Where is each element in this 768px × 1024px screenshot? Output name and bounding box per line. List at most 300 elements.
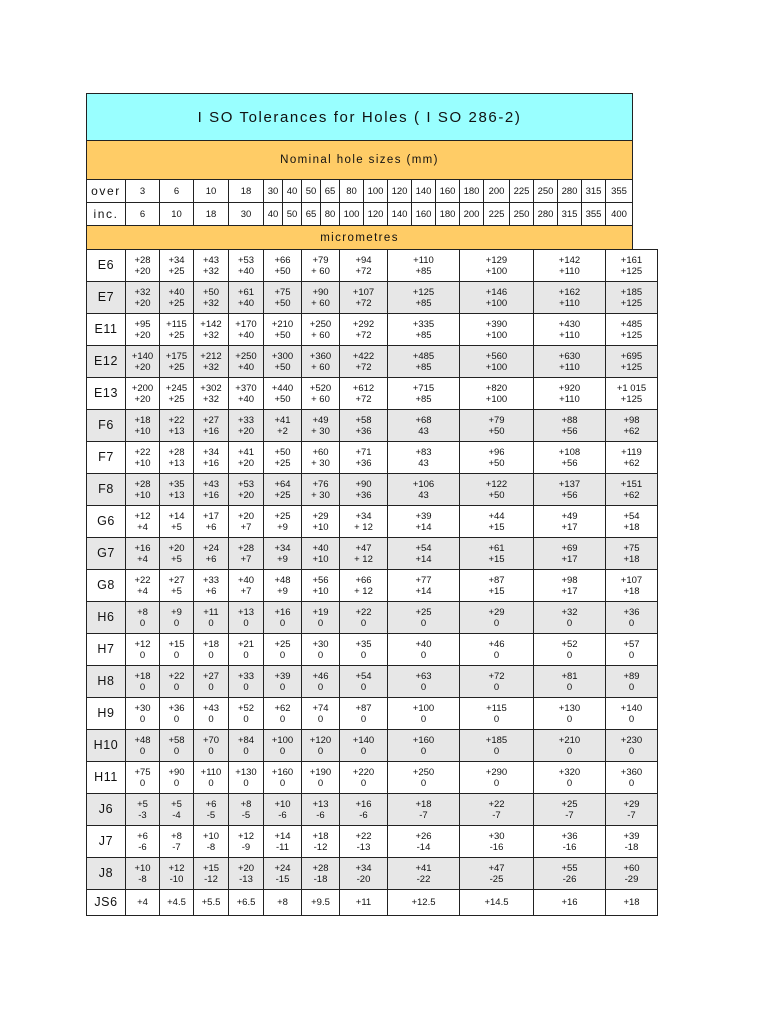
upper-deviation: +25 [274,510,291,522]
lower-deviation: +72 [355,361,372,373]
tolerance-value-cell [302,410,340,442]
upper-deviation: +35 [168,478,185,490]
tolerance-value-cell [160,730,194,762]
lower-deviation: +25 [168,297,185,309]
lower-deviation: 0 [566,713,573,725]
upper-deviation: +108 [558,446,581,458]
lower-deviation: +100 [485,329,508,341]
tolerance-value-cell [302,890,340,916]
lower-deviation: 0 [317,713,324,725]
tolerance-value-cell [264,730,302,762]
upper-deviation: +61 [488,542,505,554]
upper-deviation: +79 [312,254,329,266]
tolerance-value-cell [126,634,160,666]
lower-deviation: +7 [240,521,252,533]
upper-deviation: +22 [168,670,185,682]
tolerance-class-label: J7 [87,826,126,858]
upper-deviation: +8 [137,606,148,618]
tolerance-class-label: H8 [87,666,126,698]
tolerance-value-cell [534,570,606,602]
upper-deviation: +64 [274,478,291,490]
upper-deviation: +70 [202,734,220,746]
tolerance-value-cell [264,634,302,666]
lower-deviation: +50 [488,457,505,469]
lower-deviation: +62 [623,457,640,469]
tolerance-value-cell [388,538,460,570]
tolerance-value-cell [340,890,388,916]
lower-deviation: 0 [360,745,367,757]
tolerance-value-cell [340,698,388,730]
tolerance-value-cell [229,314,264,346]
upper-deviation: +10 [134,862,151,874]
lower-deviation: +100 [485,265,508,277]
tolerance-value-cell [606,410,658,442]
upper-deviation: +245 [165,382,188,394]
upper-deviation: +100 [412,702,435,714]
lower-deviation: -25 [489,873,504,885]
upper-deviation: +9.5 [311,897,330,908]
lower-deviation: +50 [274,297,291,309]
tolerance-value-cell [340,378,388,410]
lower-deviation: +25 [168,393,185,405]
tolerance-value-cell [534,762,606,794]
lower-deviation: 0 [566,617,573,629]
tolerance-value-cell [534,634,606,666]
upper-deviation: +170 [235,318,257,330]
tolerance-value-cell [606,282,658,314]
lower-deviation: 43 [418,457,429,469]
tolerance-value-cell [160,858,194,890]
lower-deviation: 0 [208,681,214,693]
tolerance-value-cell [229,666,264,698]
upper-deviation: +12 [237,830,255,842]
tolerance-value-cell [126,698,160,730]
upper-deviation: +41 [237,446,255,458]
upper-deviation: +300 [271,350,294,362]
lower-deviation: 0 [243,617,249,629]
upper-deviation: +15 [202,862,220,874]
upper-deviation: +140 [131,350,154,362]
upper-deviation: +12 [168,862,185,874]
lower-deviation: +50 [274,393,291,405]
upper-deviation: +107 [620,574,643,586]
tolerance-value-cell [606,698,658,730]
upper-deviation: +28 [134,254,151,266]
tolerance-value-cell [606,666,658,698]
lower-deviation: 0 [139,617,146,629]
lower-deviation: -15 [275,873,290,885]
tolerance-value-cell [229,826,264,858]
upper-deviation: +335 [412,318,435,330]
lower-deviation: +32 [202,297,220,309]
tolerance-class-label: G6 [87,506,126,538]
upper-deviation: +28 [237,542,255,554]
table-row [87,762,658,794]
lower-deviation: +17 [561,521,578,533]
upper-deviation: +22 [168,414,185,426]
lower-deviation: +110 [559,361,580,373]
tolerance-value-cell [534,890,606,916]
lower-deviation: +16 [202,489,220,501]
tolerance-sheet [86,93,658,916]
lower-deviation: -22 [416,873,431,885]
tolerance-value-cell [302,314,340,346]
tolerance-value-cell [388,698,460,730]
table-row [87,666,658,698]
lower-deviation: 0 [420,617,427,629]
lower-deviation: -5 [241,809,251,821]
upper-deviation: +370 [235,382,257,394]
lower-deviation: +16 [202,425,220,437]
lower-deviation: + 60 [311,329,330,341]
upper-deviation: +54 [355,670,372,682]
lower-deviation: -7 [565,809,574,821]
lower-deviation: 0 [420,777,427,789]
lower-deviation: +25 [274,457,291,469]
lower-deviation: 0 [360,777,367,789]
tolerance-value-cell [194,826,229,858]
tolerance-value-cell [340,826,388,858]
lower-deviation: +56 [561,489,578,501]
tolerance-value-cell [606,314,658,346]
upper-deviation: +94 [355,254,372,266]
tolerance-value-cell [194,314,229,346]
tolerance-value-cell [194,346,229,378]
tolerance-value-cell [264,602,302,634]
inc-size-cell: 80 [321,203,340,226]
tolerance-value-cell [160,666,194,698]
lower-deviation: -6 [278,809,287,821]
upper-deviation: +162 [558,286,581,298]
lower-deviation: 0 [566,745,573,757]
tolerance-value-cell [302,698,340,730]
upper-deviation: +24 [274,862,291,874]
tolerance-value-cell [302,506,340,538]
upper-deviation: +36 [623,606,640,618]
upper-deviation: +40 [312,542,329,554]
lower-deviation: -16 [489,841,504,853]
upper-deviation: +46 [312,670,329,682]
upper-deviation: +21 [237,638,255,650]
tolerance-class-label: J6 [87,794,126,826]
lower-deviation: +25 [168,265,185,277]
lower-deviation: +9 [277,521,288,533]
tolerance-value-cell [606,762,658,794]
upper-deviation: +84 [237,734,255,746]
over-size-cell: 120 [388,180,412,203]
lower-deviation: +20 [134,297,151,309]
tolerance-value-cell [160,378,194,410]
tolerance-value-cell [340,314,388,346]
over-size-cell: 160 [436,180,460,203]
lower-deviation: +100 [485,393,508,405]
upper-deviation: +43 [202,478,220,490]
lower-deviation: 0 [279,617,286,629]
lower-deviation: +6 [205,553,217,565]
upper-deviation: +72 [488,670,505,682]
upper-deviation: +146 [485,286,508,298]
upper-deviation: +52 [561,638,578,650]
upper-deviation: +200 [131,382,154,394]
lower-deviation: -13 [356,841,371,853]
tolerance-value-cell [388,858,460,890]
lower-deviation: -20 [356,873,371,885]
upper-deviation: +14 [274,830,291,842]
over-size-cell: 3 [126,180,160,203]
upper-deviation: +24 [202,542,220,554]
tolerance-class-label: H11 [87,762,126,794]
tolerance-value-cell [229,346,264,378]
lower-deviation: 0 [317,617,324,629]
upper-deviation: +16 [355,798,372,810]
upper-deviation: +15 [168,638,185,650]
upper-deviation: +36 [168,702,185,714]
tolerance-value-cell [460,442,534,474]
lower-deviation: 0 [493,681,500,693]
tolerance-value-cell [194,602,229,634]
lower-deviation: -18 [313,873,328,885]
lower-deviation: +15 [488,585,505,597]
tolerance-value-cell [460,794,534,826]
lower-deviation: -5 [206,809,216,821]
upper-deviation: +390 [485,318,508,330]
lower-deviation: +56 [561,425,578,437]
upper-deviation: +18 [134,670,151,682]
tolerance-value-cell [229,378,264,410]
upper-deviation: +60 [623,862,640,874]
tolerance-value-cell [229,858,264,890]
upper-deviation: +48 [274,574,291,586]
tolerance-value-cell [534,506,606,538]
inc-size-cell: 18 [194,203,229,226]
lower-deviation: -8 [206,841,216,853]
lower-deviation: + 60 [311,361,330,373]
lower-deviation: +2 [277,425,288,437]
tolerance-class-label: E6 [87,250,126,282]
upper-deviation: +40 [237,574,255,586]
upper-deviation: +39 [415,510,432,522]
upper-deviation: +98 [623,414,640,426]
lower-deviation: -13 [239,873,253,885]
upper-deviation: +56 [312,574,329,586]
upper-deviation: +820 [485,382,508,394]
lower-deviation: -3 [138,809,147,821]
tolerance-value-cell [264,794,302,826]
lower-deviation: +14 [415,521,432,533]
lower-deviation: +13 [168,457,185,469]
tolerance-value-cell [194,570,229,602]
upper-deviation: +22 [134,446,151,458]
tolerance-class-label: H9 [87,698,126,730]
tolerance-value-cell [126,730,160,762]
tolerance-value-cell [388,666,460,698]
tolerance-value-cell [229,890,264,916]
tolerance-value-cell [126,666,160,698]
tolerance-value-cell [340,666,388,698]
upper-deviation: +34 [274,542,291,554]
lower-deviation: -12 [313,841,328,853]
over-size-cell: 40 [283,180,302,203]
tolerance-value-cell [194,442,229,474]
inc-label: inc. [87,203,126,226]
tolerance-value-cell [160,794,194,826]
tolerance-value-cell [388,442,460,474]
upper-deviation: +54 [623,510,640,522]
tolerance-value-cell [264,346,302,378]
lower-deviation: 0 [243,713,249,725]
upper-deviation: +125 [412,286,435,298]
tolerance-value-cell [302,602,340,634]
tolerance-value-cell [264,826,302,858]
lower-deviation: -6 [138,841,147,853]
table-row [87,282,658,314]
over-size-cell: 200 [484,180,510,203]
over-size-cell: 6 [160,180,194,203]
lower-deviation: -18 [624,841,639,853]
inc-size-cell: 6 [126,203,160,226]
lower-deviation: +20 [237,457,255,469]
lower-deviation: 0 [139,745,146,757]
tolerance-value-cell [264,474,302,506]
lower-deviation: 43 [418,425,429,437]
lower-deviation: +100 [485,297,508,309]
tolerance-value-cell [460,762,534,794]
lower-deviation: 0 [420,745,427,757]
upper-deviation: +49 [561,510,578,522]
table-row [87,602,658,634]
upper-deviation: +55 [561,862,578,874]
tolerance-value-cell [302,858,340,890]
upper-deviation: +26 [415,830,432,842]
lower-deviation: + 12 [354,585,373,597]
tolerance-value-cell [340,634,388,666]
tolerance-value-cell [606,826,658,858]
upper-deviation: +81 [561,670,578,682]
upper-deviation: +140 [620,702,643,714]
tolerance-value-cell [126,506,160,538]
upper-deviation: +120 [309,734,332,746]
over-size-cell: 18 [229,180,264,203]
tolerance-value-cell [606,346,658,378]
tolerance-value-cell [264,890,302,916]
tolerance-value-cell [534,698,606,730]
lower-deviation: 0 [317,649,324,661]
tolerance-value-cell [229,794,264,826]
tolerance-value-cell [160,538,194,570]
tolerance-value-cell [126,410,160,442]
lower-deviation: 0 [493,777,500,789]
units-header: micrometres [87,226,633,250]
upper-deviation: +68 [415,414,432,426]
lower-deviation: +7 [240,585,252,597]
tolerance-value-cell [194,378,229,410]
upper-deviation: +47 [488,862,505,874]
lower-deviation: +32 [202,393,220,405]
lower-deviation: 0 [173,713,180,725]
upper-deviation: +35 [355,638,372,650]
lower-deviation: 0 [566,777,573,789]
upper-deviation: +43 [202,702,220,714]
lower-deviation: +72 [355,297,372,309]
upper-deviation: +12 [134,510,151,522]
lower-deviation: +5 [171,585,182,597]
tolerance-value-cell [606,250,658,282]
lower-deviation: 0 [360,681,367,693]
lower-deviation: 0 [173,681,180,693]
tolerance-value-cell [194,506,229,538]
inc-size-cell: 120 [364,203,388,226]
lower-deviation: +110 [559,393,580,405]
lower-deviation: 0 [317,777,324,789]
lower-deviation: +36 [355,425,372,437]
lower-deviation: +85 [415,393,432,405]
lower-deviation: +10 [312,553,329,565]
lower-deviation: 0 [139,713,146,725]
upper-deviation: +115 [486,702,507,714]
table-row [87,314,658,346]
tolerance-value-cell [126,282,160,314]
upper-deviation: +66 [274,254,291,266]
inc-size-cell: 160 [412,203,436,226]
tolerance-value-cell [460,890,534,916]
upper-deviation: +75 [134,766,151,778]
lower-deviation: + 12 [354,521,373,533]
tolerance-class-label: E11 [87,314,126,346]
lower-deviation: 0 [173,777,180,789]
lower-deviation: +32 [202,265,220,277]
upper-deviation: +88 [561,414,578,426]
table-row [87,378,658,410]
tolerance-class-label: J8 [87,858,126,890]
tolerance-value-cell [388,602,460,634]
upper-deviation: +12 [134,638,151,650]
tolerance-value-cell [229,730,264,762]
lower-deviation: +72 [355,265,372,277]
lower-deviation: +13 [168,489,185,501]
lower-deviation: 0 [139,681,146,693]
lower-deviation: +18 [623,585,640,597]
tolerance-value-cell [460,858,534,890]
upper-deviation: +25 [415,606,432,618]
tolerance-class-label: E12 [87,346,126,378]
lower-deviation: +25 [168,329,185,341]
upper-deviation: +53 [237,254,255,266]
lower-deviation: 0 [628,617,635,629]
upper-deviation: +22 [488,798,505,810]
tolerance-value-cell [534,858,606,890]
upper-deviation: +89 [623,670,640,682]
tolerance-value-cell [388,890,460,916]
lower-deviation: 0 [566,649,573,661]
upper-deviation: +43 [202,254,220,266]
upper-deviation: +4.5 [167,897,186,908]
tolerance-value-cell [302,378,340,410]
upper-deviation: +46 [488,638,505,650]
tolerance-value-cell [606,602,658,634]
lower-deviation: -6 [359,809,368,821]
upper-deviation: +250 [235,350,257,362]
tolerance-value-cell [194,762,229,794]
upper-deviation: +8 [171,830,182,842]
tolerance-value-cell [126,314,160,346]
tolerance-value-cell [264,506,302,538]
lower-deviation: + 60 [311,265,330,277]
upper-deviation: +16 [561,897,578,908]
upper-deviation: +41 [415,862,432,874]
tolerance-value-cell [264,250,302,282]
upper-deviation: +151 [620,478,643,490]
lower-deviation: 0 [139,777,146,789]
